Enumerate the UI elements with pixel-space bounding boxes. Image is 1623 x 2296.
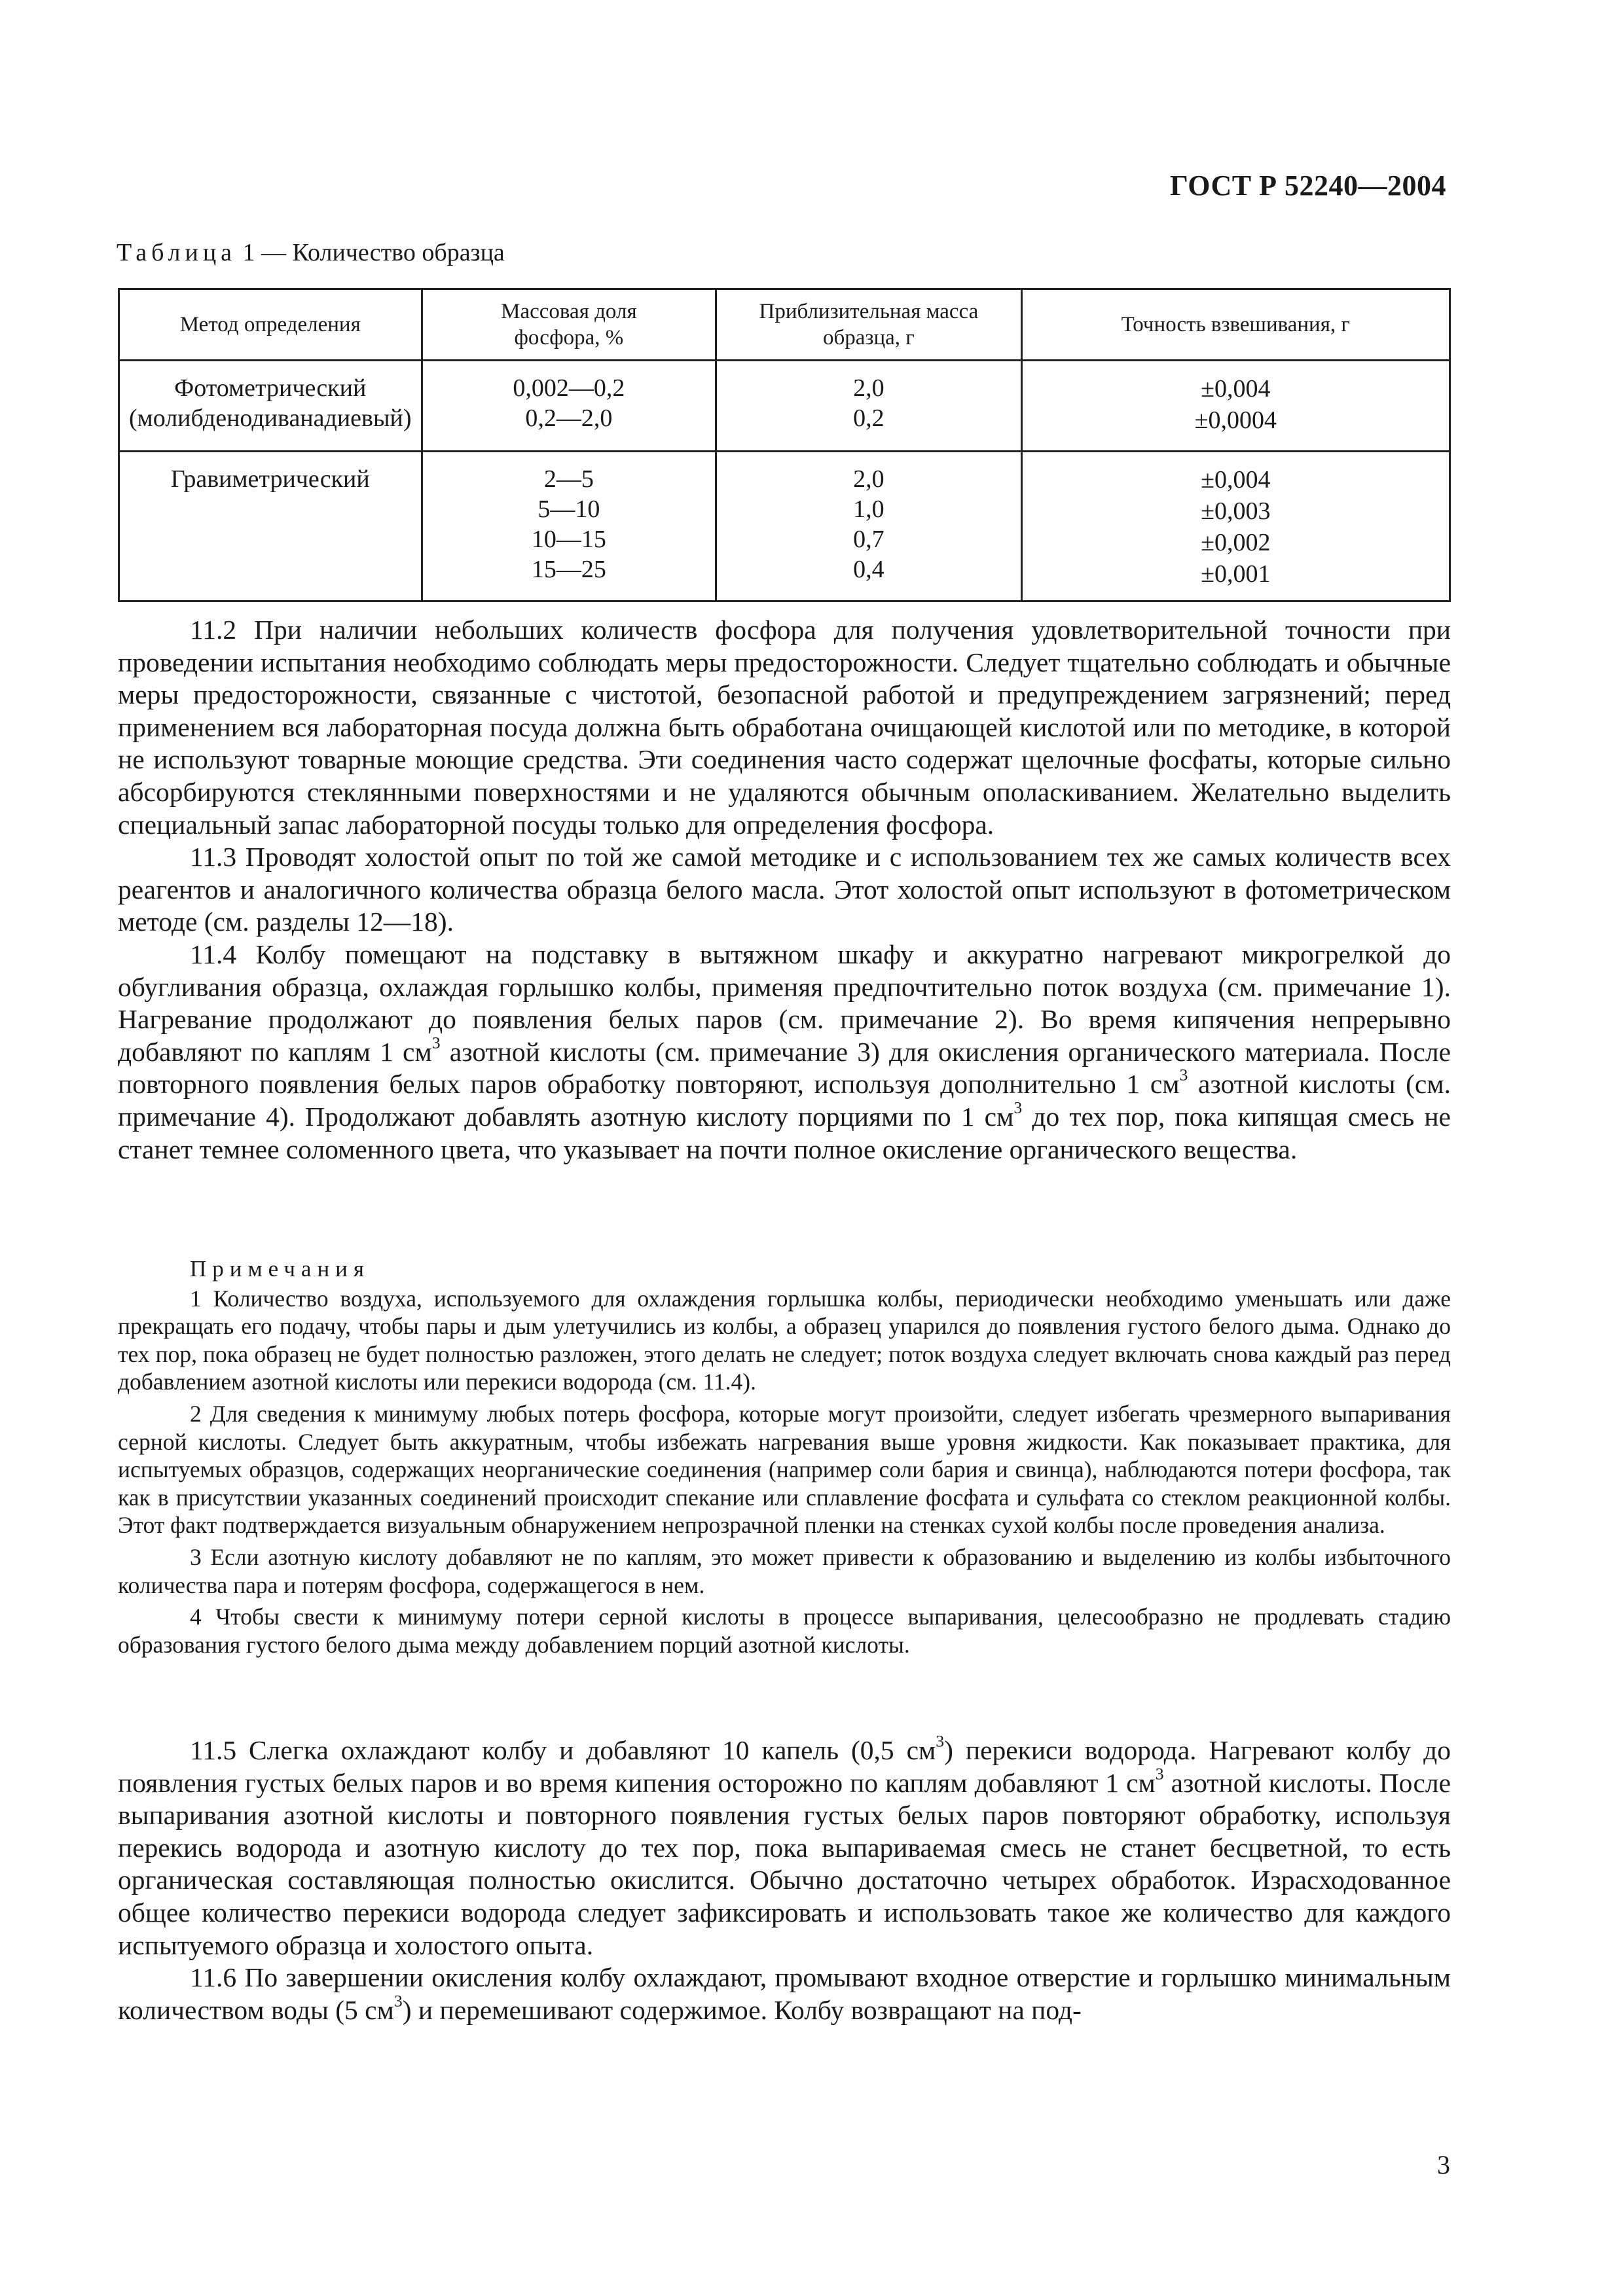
clause-11-5: 11.5 Слегка охлаждают колбу и добавляют 10 капель (0,5 $см^3$) перекиси водорода. Нагревают колбу до появления густых белых паров и во время кипения осторожно по каплям добавляют 1 $см^3$ азотной кислоты. После выпаривания азотной кислоты и повторного появления густых белых паров повторяют обработку, используя перекись водорода и азотную кислоту до тех пор, пока выпариваемая смесь не станет бесцветной, то есть органическая составляющая полностью окислится. Обычно достаточно четырех обработок. Израсходованное общее количество перекиси водорода следует зафиксировать и использовать такое же количество для каждого испытуемого образца и холостого опыта.	[118, 1731, 1451, 1960]
table-caption-label: Таблица	[117, 239, 237, 266]
cell-mass: 2,0 1,0 0,7 0,4	[716, 452, 1021, 601]
clauses-11-2-to-11-4	[118, 614, 1451, 1166]
header-sample-mass: Приблизительная масса образца, г	[716, 289, 1021, 361]
notes-section	[118, 1255, 1451, 1662]
cell-mass: 2,0 0,2	[716, 361, 1021, 452]
clause-11-3: 11.3 Проводят холостой опыт по той же самой методике и с использованием тех же самых количеств всех реагентов и аналогичного количества образца белого масла. Этот холостой опыт используют в фотометрическом методе (см. разделы 12—18).	[118, 842, 1451, 937]
clauses-11-5-to-11-6	[118, 1731, 1451, 2026]
table-caption-title: 1 — Количество образца	[236, 239, 505, 266]
cell-fraction: 0,002—0,2 0,2—2,0	[422, 361, 716, 452]
cell-fraction: 2—5 5—10 10—15 15—25	[422, 452, 716, 601]
document-code: ГОСТ Р 52240—2004	[1169, 170, 1446, 202]
table-row	[119, 452, 1450, 601]
cell-accuracy: ±0,004 ±0,0004	[1021, 361, 1450, 452]
clause-11-6: 11.6 По завершении окисления колбу охлаждают, промывают входное отверстие и горлышко минимальным количеством воды (5 $см^3$) и перемешивают содержимое. Колбу возвращают на под-	[118, 1962, 1451, 2025]
note-item: 4 Чтобы свести к минимуму потери серной кислоты в процессе выпаривания, целесообразно не продлевать стадию образования густого белого дыма между добавлением порций азотной кислоты.	[118, 1604, 1451, 1658]
clause-11-2: 11.2 При наличии небольших количеств фосфора для получения удовлетворительной точности при проведении испытания необходимо соблюдать меры предосторожности. Следует тщательно соблюдать и обычные меры предосторожности, связанные с чистотой, безопасной работой и предупреждением загрязнений; перед применением вся лабораторная посуда должна быть обработана очищающей кислотой или по методике, в которой не используют товарные моющие средства. Эти соединения часто содержат щелочные фосфаты, которые сильно абсорбируются стеклянными поверхностями и не удаляются обычным ополаскиванием. Желательно выделить специальный запас лабораторной посуды только для определения фосфора.	[118, 615, 1451, 840]
note-item: 2 Для сведения к минимуму любых потерь фосфора, которые могут произойти, следует избегать чрезмерного выпаривания серной кислоты. Следует быть аккуратным, чтобы избежать нагревания выше уровня жидкости. Как показывает практика, для испытуемых образцов, содержащих неорганические соединения (например соли бария и свинца), наблюдаются потери фосфора, так как в присутствии указанных соединений происходит спекание или сплавление фосфата и сульфата со стеклом реакционной колбы. Этот факт подтверждается визуальным обнаружением непрозрачной пленки на стенках сухой колбы после проведения анализа.	[118, 1400, 1451, 1539]
cell-method: Фотометрический (молибденодиванадиевый)	[119, 361, 422, 452]
table-header-row	[119, 289, 1450, 361]
header-phosphorus-fraction: Массовая доля фосфора, %	[422, 289, 716, 361]
notes-title: Примечания	[190, 1256, 371, 1282]
header-weighing-accuracy: Точность взвешивания, г	[1021, 289, 1450, 361]
table-row	[119, 361, 1450, 452]
cell-method: Гравиметрический	[119, 452, 422, 601]
sample-quantity-table	[118, 288, 1451, 602]
page-number: 3	[1437, 2150, 1450, 2179]
header-method: Метод определения	[119, 289, 422, 361]
note-item: 1 Количество воздуха, используемого для охлаждения горлышка колбы, периодически необходимо уменьшать или даже прекращать его подачу, чтобы пары и дым улетучились из колбы, а образец упарился до появления густого белого дыма. Однако до тех пор, пока образец не будет полностью разложен, этого делать не следует; поток воздуха следует включать снова каждый раз перед добавлением азотной кислоты или перекиси водорода (см. 11.4).	[118, 1285, 1451, 1395]
clause-11-4: 11.4 Колбу помещают на подставку в вытяжном шкафу и аккуратно нагревают микрогрелкой до обугливания образца, охлаждая горлышко колбы, применяя предпочтительно поток воздуха (см. примечание 1). Нагревание продолжают до появления белых паров (см. примечание 2). Во время кипячения непрерывно добавляют по каплям 1 $см^3$ азотной кислоты (см. примечание 3) для окисления органического материала. После повторного появления белых паров обработку повторяют, используя дополнительно 1 $см^3$ азотной кислоты (см. примечание 4). Продолжают добавлять азотную кислоту порциями по 1 $см^3$ до тех пор, пока кипящая смесь не станет темнее соломенного цвета, что указывает на почти полное окисление органического вещества.	[118, 939, 1451, 1164]
cell-accuracy: ±0,004 ±0,003 ±0,002 ±0,001	[1021, 452, 1450, 601]
note-item: 3 Если азотную кислоту добавляют не по каплям, это может привести к образованию и выделению из колбы избыточного количества пара и потерям фосфора, содержащегося в нем.	[118, 1543, 1451, 1598]
table-caption	[117, 238, 505, 267]
